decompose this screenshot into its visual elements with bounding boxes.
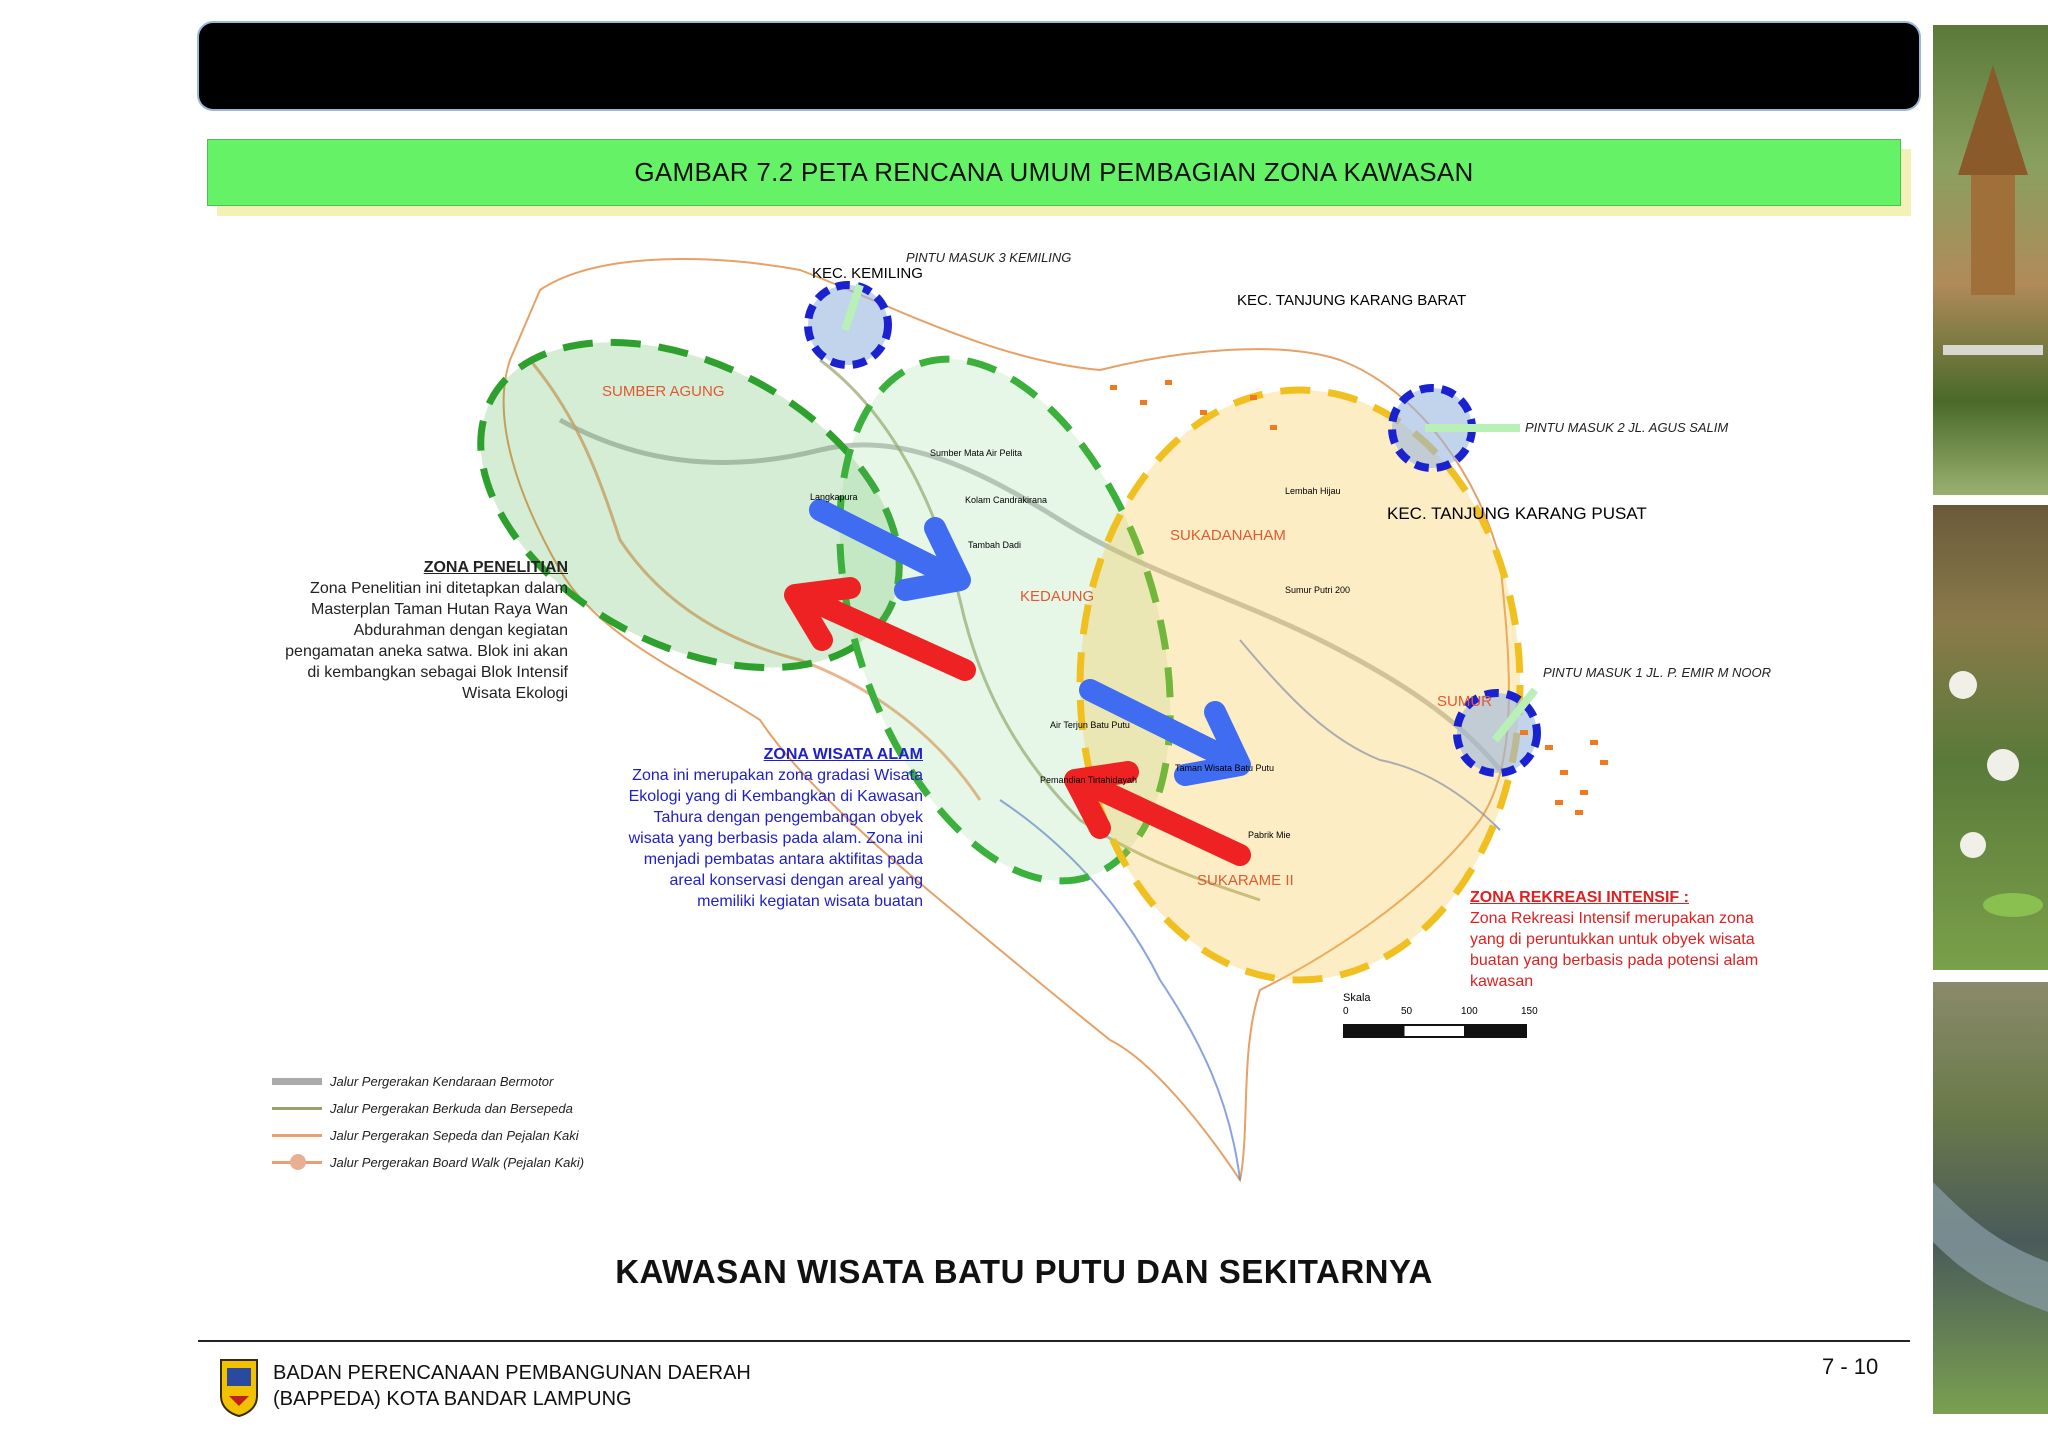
place-tanjung-karang-pusat: KEC. TANJUNG KARANG PUSAT xyxy=(1387,504,1647,523)
legend-label: Jalur Pergerakan Board Walk (Pejalan Kaki) xyxy=(330,1155,585,1170)
scale-tick: 50 xyxy=(1401,1006,1413,1017)
legend-item xyxy=(272,1068,692,1095)
gate-3-label: PINTU MASUK 3 KEMILING xyxy=(906,250,1072,265)
legend-line-motor xyxy=(272,1078,322,1085)
footer-line-1: BADAN PERENCANAAN PEMBANGUNAN DAERAH xyxy=(273,1362,751,1384)
legend-label: Jalur Pergerakan Sepeda dan Pejalan Kaki xyxy=(330,1128,579,1143)
poi-label: Lembah Hijau xyxy=(1285,486,1341,496)
zone-wisata-alam-line: menjadi pembatas antara aktifitas pada xyxy=(643,851,923,868)
zone-wisata-alam-line: areal konservasi dengan areal yang xyxy=(669,872,923,889)
poi-label: Taman Wisata Batu Putu xyxy=(1175,763,1275,773)
zone-wisata-alam-line: wisata yang berbasis pada alam. Zona ini xyxy=(628,830,923,847)
legend-item xyxy=(272,1149,692,1176)
zone-rekreasi-line: Zona Rekreasi Intensif merupakan zona xyxy=(1470,910,1754,927)
zone-penelitian-line: pengamatan aneka satwa. Blok ini akan xyxy=(285,643,568,660)
scale-tick: 0 xyxy=(1343,1006,1349,1017)
map-legend xyxy=(272,1068,692,1176)
zone-rekreasi-line: buatan yang berbasis pada potensi alam xyxy=(1470,952,1759,969)
poi-label: Langkapura xyxy=(810,492,858,502)
gate-2-marker xyxy=(1392,388,1520,468)
scale-label: Skala xyxy=(1343,992,1371,1004)
legend-item xyxy=(272,1122,692,1149)
gate-2-label: PINTU MASUK 2 JL. AGUS SALIM xyxy=(1525,420,1729,435)
legend-label: Jalur Pergerakan Kendaraan Bermotor xyxy=(330,1074,554,1089)
footer-line-2: (BAPPEDA) KOTA BANDAR LAMPUNG xyxy=(273,1388,632,1410)
poi-label: Sumur Putri 200 xyxy=(1285,585,1351,595)
scale-ticks xyxy=(1343,1006,1538,1020)
poi-label: Pabrik Mie xyxy=(1248,830,1291,840)
place-kemiling: KEC. KEMILING xyxy=(812,265,923,282)
place-sukadanaham: SUKADANAHAM xyxy=(1170,527,1286,544)
zone-wisata-alam-line: memiliki kegiatan wisata buatan xyxy=(697,893,923,910)
poi-label: Tambah Dadi xyxy=(968,540,1022,550)
zone-wisata-alam-line: Tahura dengan pengembangan obyek xyxy=(653,809,923,826)
map-scale xyxy=(1343,992,1538,1038)
legend-line-boardwalk xyxy=(272,1161,322,1164)
legend-label: Jalur Pergerakan Berkuda dan Bersepeda xyxy=(330,1101,573,1116)
zone-wisata-alam-heading: ZONA WISATA ALAM xyxy=(763,746,923,763)
zone-penelitian-line: di kembangkan sebagai Blok Intensif xyxy=(307,664,568,681)
scale-tick: 100 xyxy=(1461,1006,1478,1017)
gate-3-marker xyxy=(808,285,888,365)
footer-divider xyxy=(198,1340,1910,1342)
photo-water-lilies xyxy=(1933,505,2048,970)
scale-bar xyxy=(1343,1024,1527,1038)
place-sukarame: SUKARAME II xyxy=(1197,872,1294,889)
zone-penelitian-line: Abdurahman dengan kegiatan xyxy=(353,622,568,639)
zone-wisata-alam-note xyxy=(629,744,923,912)
zone-rekreasi-line: yang di peruntukkan untuk obyek wisata xyxy=(1470,931,1755,948)
photo-gazebo xyxy=(1933,25,2048,495)
zone-penelitian-heading: ZONA PENELITIAN xyxy=(423,559,568,576)
gate-1-label: PINTU MASUK 1 JL. P. EMIR M NOOR xyxy=(1543,665,1772,680)
poi-label: Kolam Candrakirana xyxy=(965,495,1048,505)
boardwalk-dot-icon xyxy=(290,1154,306,1170)
zone-rekreasi xyxy=(1080,390,1520,980)
zone-rekreasi-line: kawasan xyxy=(1470,973,1534,990)
zone-rekreasi-note xyxy=(1470,887,1758,992)
place-kedaung: KEDAUNG xyxy=(1020,588,1095,605)
bandar-lampung-logo xyxy=(217,1356,261,1418)
legend-item xyxy=(272,1095,692,1122)
main-title: KAWASAN WISATA BATU PUTU DAN SEKITARNYA xyxy=(615,1253,1433,1290)
zone-penelitian-line: Zona Penelitian ini ditetapkan dalam xyxy=(310,580,568,597)
legend-line-horse xyxy=(272,1107,322,1110)
zone-wisata-alam-line: Zona ini merupakan zona gradasi Wisata xyxy=(632,767,923,784)
poi-label: Pemandian Tirtahidayah xyxy=(1040,775,1138,785)
page-number: 7 - 10 xyxy=(1822,1354,1879,1379)
zone-wisata-alam-line: Ekologi yang di Kembangkan di Kawasan xyxy=(628,788,923,805)
place-sumber-agung: SUMBER AGUNG xyxy=(602,383,725,400)
zone-rekreasi-heading: ZONA REKREASI INTENSIF : xyxy=(1470,889,1689,906)
zone-penelitian-line: Wisata Ekologi xyxy=(462,685,568,702)
poi-label: Air Terjun Batu Putu xyxy=(1050,720,1130,730)
place-sumur: SUMUR xyxy=(1437,693,1492,710)
zone-penelitian-note xyxy=(285,557,568,704)
scale-tick: 150 xyxy=(1521,1006,1538,1017)
photo-stream xyxy=(1933,982,2048,1414)
place-tanjung-karang-barat: KEC. TANJUNG KARANG BARAT xyxy=(1237,292,1467,309)
zone-penelitian-line: Masterplan Taman Hutan Raya Wan xyxy=(310,601,568,618)
legend-line-bike xyxy=(272,1134,322,1137)
footer-agency xyxy=(273,1360,751,1412)
poi-label: Sumber Mata Air Pelita xyxy=(930,448,1023,458)
figure-title: GAMBAR 7.2 PETA RENCANA UMUM PEMBAGIAN ZONA KAWASAN xyxy=(634,157,1474,187)
